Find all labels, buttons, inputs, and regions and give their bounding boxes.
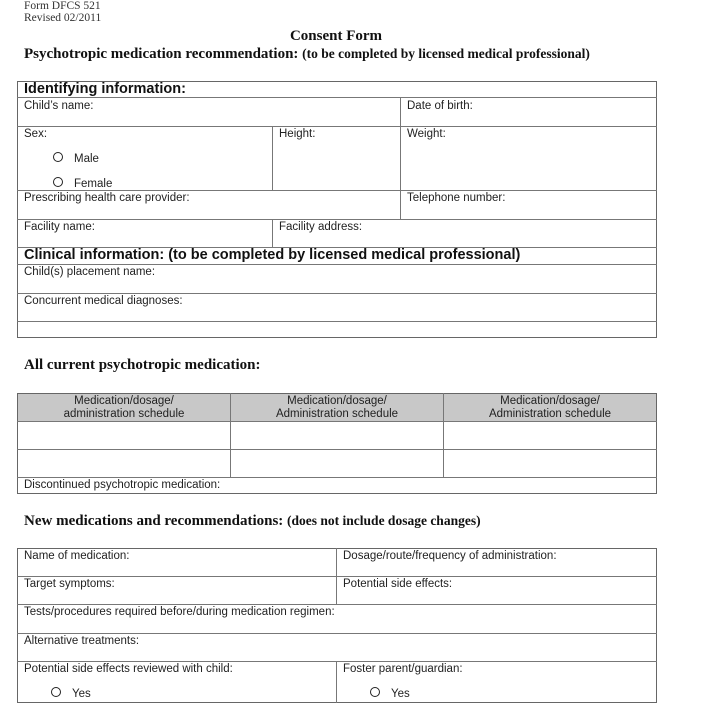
divider bbox=[272, 219, 273, 247]
target-symptoms-field[interactable] bbox=[19, 577, 336, 604]
dosage-label: Dosage/route/frequency of administration: bbox=[343, 550, 557, 562]
discontinued-field[interactable] bbox=[19, 478, 655, 492]
height-label: Height: bbox=[279, 128, 316, 140]
guardian-yes-radio[interactable] bbox=[370, 687, 380, 697]
male-radio[interactable] bbox=[53, 152, 63, 162]
new-meds-heading-note: (does not include dosage changes) bbox=[287, 513, 481, 528]
med-cell[interactable] bbox=[232, 451, 443, 477]
divider bbox=[400, 97, 401, 126]
current-meds-heading: All current psychotropic medication: bbox=[24, 357, 261, 373]
facility-name-field[interactable] bbox=[19, 220, 272, 247]
subtitle-main: Psychotropic medication recommendation: bbox=[24, 46, 299, 62]
placement-label: Child(s) placement name: bbox=[24, 266, 156, 278]
facility-name-label: Facility name: bbox=[24, 221, 95, 233]
female-label: Female bbox=[74, 178, 113, 190]
facility-address-field[interactable] bbox=[274, 220, 655, 247]
dosage-field[interactable] bbox=[338, 549, 655, 576]
reviewed-field bbox=[19, 662, 336, 702]
guardian-label: Foster parent/guardian: bbox=[343, 663, 463, 675]
med-cell[interactable] bbox=[445, 423, 655, 449]
divider bbox=[272, 126, 273, 190]
female-radio[interactable] bbox=[53, 177, 63, 187]
discontinued-label: Discontinued psychotropic medication: bbox=[24, 479, 221, 491]
tests-label: Tests/procedures required before/during medication regimen: bbox=[24, 606, 335, 618]
column-header bbox=[18, 395, 230, 421]
divider bbox=[336, 661, 337, 703]
weight-label: Weight: bbox=[407, 128, 446, 140]
column-header-line: Medication/dosage/ bbox=[500, 395, 600, 407]
childs-name-label: Child’s name: bbox=[24, 100, 94, 112]
column-header-line: Medication/dosage/ bbox=[74, 395, 174, 407]
telephone-field[interactable] bbox=[402, 191, 655, 219]
alternative-label: Alternative treatments: bbox=[24, 635, 140, 647]
blank-field[interactable] bbox=[19, 322, 655, 336]
provider-label: Prescribing health care provider: bbox=[24, 192, 190, 204]
clinical-heading: Clinical information: (to be completed by licensed medical professional) bbox=[24, 247, 521, 263]
new-meds-heading bbox=[24, 513, 481, 530]
divider bbox=[336, 548, 337, 604]
medication-name-field[interactable] bbox=[19, 549, 336, 576]
column-header bbox=[444, 395, 656, 421]
column-header-line: administration schedule bbox=[63, 408, 185, 420]
med-cell[interactable] bbox=[445, 451, 655, 477]
divider bbox=[17, 449, 657, 450]
divider bbox=[17, 421, 657, 422]
alternative-field[interactable] bbox=[19, 634, 655, 661]
sex-label: Sex: bbox=[24, 128, 48, 140]
diagnoses-field[interactable] bbox=[19, 294, 655, 321]
telephone-label: Telephone number: bbox=[407, 192, 506, 204]
guardian-yes-label: Yes bbox=[391, 688, 410, 700]
column-header-line: Administration schedule bbox=[275, 408, 399, 420]
reviewed-label: Potential side effects reviewed with child: bbox=[24, 663, 233, 675]
diagnoses-label: Concurrent medical diagnoses: bbox=[24, 295, 183, 307]
weight-field[interactable] bbox=[402, 127, 655, 190]
reviewed-yes-label: Yes bbox=[72, 688, 91, 700]
column-header bbox=[231, 395, 443, 421]
medication-name-label: Name of medication: bbox=[24, 550, 130, 562]
height-field[interactable] bbox=[274, 127, 400, 190]
placement-field[interactable] bbox=[19, 265, 655, 293]
identifying-heading: Identifying information: bbox=[24, 81, 186, 97]
dob-label: Date of birth: bbox=[407, 100, 473, 112]
divider bbox=[400, 126, 401, 190]
side-effects-field[interactable] bbox=[338, 577, 655, 604]
reviewed-yes-radio[interactable] bbox=[51, 687, 61, 697]
tests-field[interactable] bbox=[19, 605, 655, 633]
new-meds-heading-main: New medications and recommendations: bbox=[24, 513, 284, 529]
med-cell[interactable] bbox=[19, 423, 230, 449]
form-number: Form DFCS 521 bbox=[24, 0, 101, 12]
divider bbox=[400, 190, 401, 219]
page-title: Consent Form bbox=[289, 28, 383, 44]
provider-field[interactable] bbox=[19, 191, 400, 219]
column-header-line: Administration schedule bbox=[488, 408, 612, 420]
male-label: Male bbox=[74, 153, 99, 165]
page-subtitle bbox=[24, 46, 590, 63]
side-effects-label: Potential side effects: bbox=[343, 578, 453, 590]
med-cell[interactable] bbox=[19, 451, 230, 477]
med-cell[interactable] bbox=[232, 423, 443, 449]
target-symptoms-label: Target symptoms: bbox=[24, 578, 115, 590]
childs-name-field[interactable] bbox=[19, 98, 400, 126]
guardian-field bbox=[338, 662, 655, 702]
column-header-line: Medication/dosage/ bbox=[287, 395, 387, 407]
revised-date: Revised 02/2011 bbox=[24, 12, 102, 24]
dob-field[interactable] bbox=[402, 98, 655, 126]
subtitle-note: (to be completed by licensed medical professional) bbox=[302, 46, 590, 61]
facility-address-label: Facility address: bbox=[279, 221, 363, 233]
